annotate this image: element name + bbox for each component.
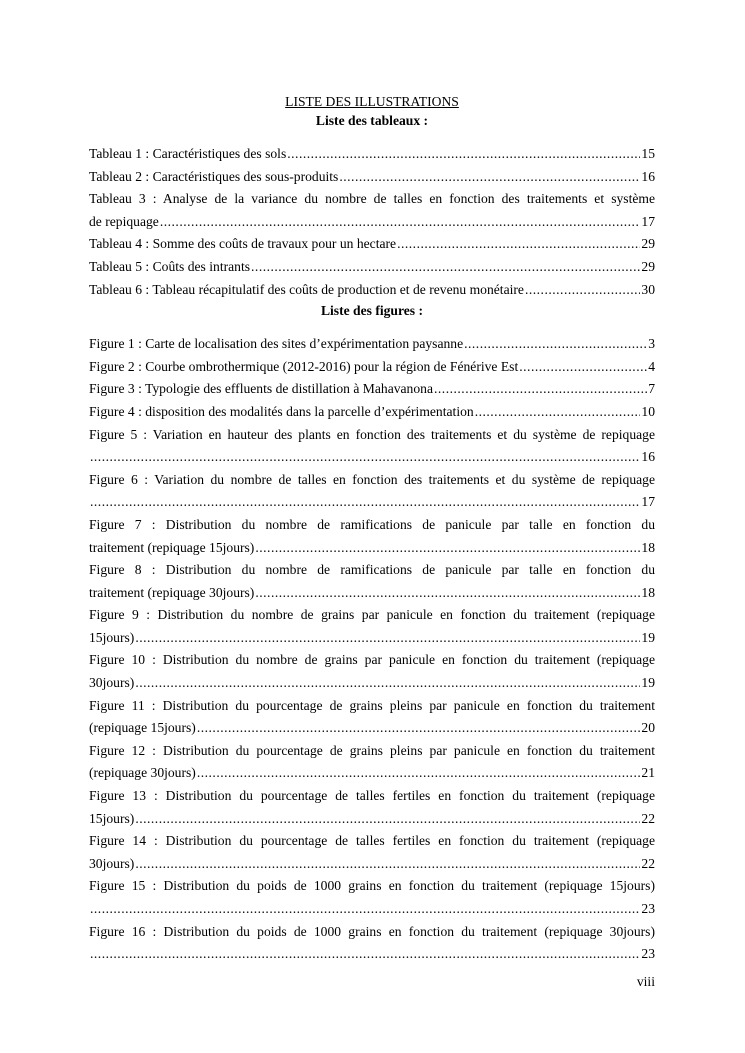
entry-title: Figure 14 : Distribution du pourcentage de talles fertiles en fonction du traitement (repiquage: [89, 833, 655, 849]
entry-title: Figure 4 : disposition des modalités dans la parcelle d’expérimentation: [89, 403, 474, 419]
dot-leader: [90, 898, 640, 921]
entry-page: 18: [641, 584, 655, 600]
entry-title: Figure 3 : Typologie des effluents de distillation à Mahavanona: [89, 381, 433, 397]
dot-leader: [287, 143, 640, 166]
figures-list: [89, 333, 655, 966]
entry-title: Figure 5 : Variation en hauteur des plants en fonction des traitements et du système de repiquage: [89, 426, 655, 442]
dot-leader: [90, 943, 640, 966]
entry-page: 17: [641, 494, 655, 510]
toc-entry[interactable]: [89, 514, 655, 559]
toc-entry[interactable]: [89, 256, 655, 279]
tables-heading: Liste des tableaux :: [315, 113, 429, 128]
entry-title-cont: 15jours): [89, 629, 135, 645]
entry-page: 20: [641, 720, 655, 736]
dot-leader: [135, 672, 640, 695]
entry-title: Tableau 3 : Analyse de la variance du nombre de talles en fonction des traitements et système: [89, 191, 655, 207]
entry-page: 30: [641, 281, 655, 297]
entry-title-cont: (repiquage 30jours): [89, 765, 196, 781]
dot-leader: [135, 627, 640, 650]
dot-leader: [519, 356, 647, 379]
entry-page: 29: [641, 258, 655, 274]
toc-entry[interactable]: [89, 649, 655, 694]
toc-entry[interactable]: [89, 469, 655, 514]
toc-entry[interactable]: [89, 830, 655, 875]
entry-title: Figure 9 : Distribution du nombre de grains par panicule en fonction du traitement (repiquage: [89, 607, 655, 623]
figures-heading: Liste des figures :: [320, 303, 424, 319]
entry-page: 3: [648, 336, 655, 352]
dot-leader: [160, 211, 641, 234]
toc-entry[interactable]: [89, 333, 655, 356]
entry-title: Figure 6 : Variation du nombre de talles en fonction des traitements et du système de repiquage: [89, 471, 655, 487]
entry-title: Figure 16 : Distribution du poids de 1000 grains en fonction du traitement (repiquage 30jours): [89, 923, 655, 939]
entry-page: 19: [641, 629, 655, 645]
toc-entry[interactable]: [89, 378, 655, 401]
entry-page: 19: [641, 675, 655, 691]
dot-leader: [251, 256, 640, 279]
dot-leader: [135, 808, 640, 831]
dot-leader: [135, 853, 640, 876]
toc-entry[interactable]: [89, 740, 655, 785]
entry-title-cont: 15jours): [89, 810, 135, 826]
entry-title: Figure 11 : Distribution du pourcentage de grains pleins par panicule en fonction du traitement: [89, 697, 655, 713]
entry-page: 15: [641, 146, 655, 161]
entry-title: Tableau 5 : Coûts des intrants: [89, 258, 251, 274]
dot-leader: [525, 279, 640, 302]
entry-title: Figure 10 : Distribution du nombre de grains par panicule en fonction du traitement (repiquage: [89, 652, 655, 668]
dot-leader: [197, 717, 641, 740]
entry-title-cont: traitement (repiquage 30jours): [89, 584, 255, 600]
entry-page: 21: [641, 765, 655, 781]
entry-title: Figure 7 : Distribution du nombre de ramifications de panicule par talle en fonction du: [89, 516, 655, 532]
dot-leader: [339, 166, 640, 189]
entry-page: 16: [641, 168, 655, 184]
toc-entry[interactable]: [89, 921, 655, 966]
dot-leader: [255, 537, 640, 560]
entry-title: Figure 12 : Distribution du pourcentage de grains pleins par panicule en fonction du traitement: [89, 742, 655, 758]
tables-list: [89, 143, 655, 301]
entry-title-cont: 30jours): [89, 855, 135, 871]
entry-page: 23: [641, 946, 655, 962]
entry-title: Figure 13 : Distribution du pourcentage de talles fertiles en fonction du traitement (repiquage: [89, 788, 655, 804]
entry-title: Tableau 2 : Caractéristiques des sous-produits: [89, 168, 339, 184]
toc-entry[interactable]: [89, 279, 655, 302]
toc-page: [89, 92, 655, 966]
dot-leader: [197, 762, 641, 785]
toc-entry[interactable]: [89, 356, 655, 379]
dot-leader: [475, 401, 641, 424]
dot-leader: [397, 233, 640, 256]
entry-title: Tableau 1 : Caractéristiques des sols: [89, 146, 287, 161]
entry-title-cont: 30jours): [89, 675, 135, 691]
entry-page: 17: [641, 213, 655, 229]
entry-title-cont: de repiquage: [89, 213, 159, 229]
entry-page: 22: [641, 810, 655, 826]
toc-entry[interactable]: [89, 424, 655, 469]
page-title: LISTE DES ILLUSTRATIONS: [285, 94, 459, 109]
entry-page: 23: [641, 901, 655, 916]
toc-entry[interactable]: [89, 233, 655, 256]
dot-leader: [90, 491, 640, 514]
entry-title: Figure 8 : Distribution du nombre de ramifications de panicule par talle en fonction du: [89, 562, 655, 578]
toc-entry[interactable]: [89, 401, 655, 424]
entry-title-cont: traitement (repiquage 15jours): [89, 539, 255, 555]
toc-entry[interactable]: [89, 695, 655, 740]
entry-title: Figure 2 : Courbe ombrothermique (2012-2016) pour la région de Fénérive Est: [89, 358, 519, 374]
toc-entry[interactable]: [89, 785, 655, 830]
entry-page: 22: [641, 855, 655, 871]
entry-title: Figure 15 : Distribution du poids de 1000 grains en fonction du traitement (repiquage 15jours): [89, 878, 655, 894]
toc-entry[interactable]: [89, 559, 655, 604]
toc-entry[interactable]: [89, 166, 655, 189]
toc-entry[interactable]: [89, 604, 655, 649]
entry-page: 7: [648, 381, 655, 397]
toc-entry[interactable]: [89, 143, 655, 166]
entry-page: 10: [641, 403, 655, 419]
entry-page: 18: [641, 539, 655, 555]
entry-page: 4: [648, 358, 655, 374]
entry-title: Figure 1 : Carte de localisation des sites d’expérimentation paysanne: [89, 336, 464, 352]
entry-title-cont: (repiquage 15jours): [89, 720, 196, 736]
dot-leader: [464, 333, 647, 356]
dot-leader: [434, 378, 647, 401]
entry-title: Tableau 4 : Somme des coûts de travaux pour un hectare: [89, 236, 397, 252]
entry-page: 29: [641, 236, 655, 252]
dot-leader: [90, 446, 640, 469]
page-number: viii: [636, 974, 655, 989]
entry-title: Tableau 6 : Tableau récapitulatif des coûts de production et de revenu monétaire: [89, 281, 524, 297]
toc-entry[interactable]: [89, 188, 655, 233]
dot-leader: [255, 582, 640, 605]
entry-page: 16: [641, 449, 655, 465]
toc-entry[interactable]: [89, 875, 655, 920]
